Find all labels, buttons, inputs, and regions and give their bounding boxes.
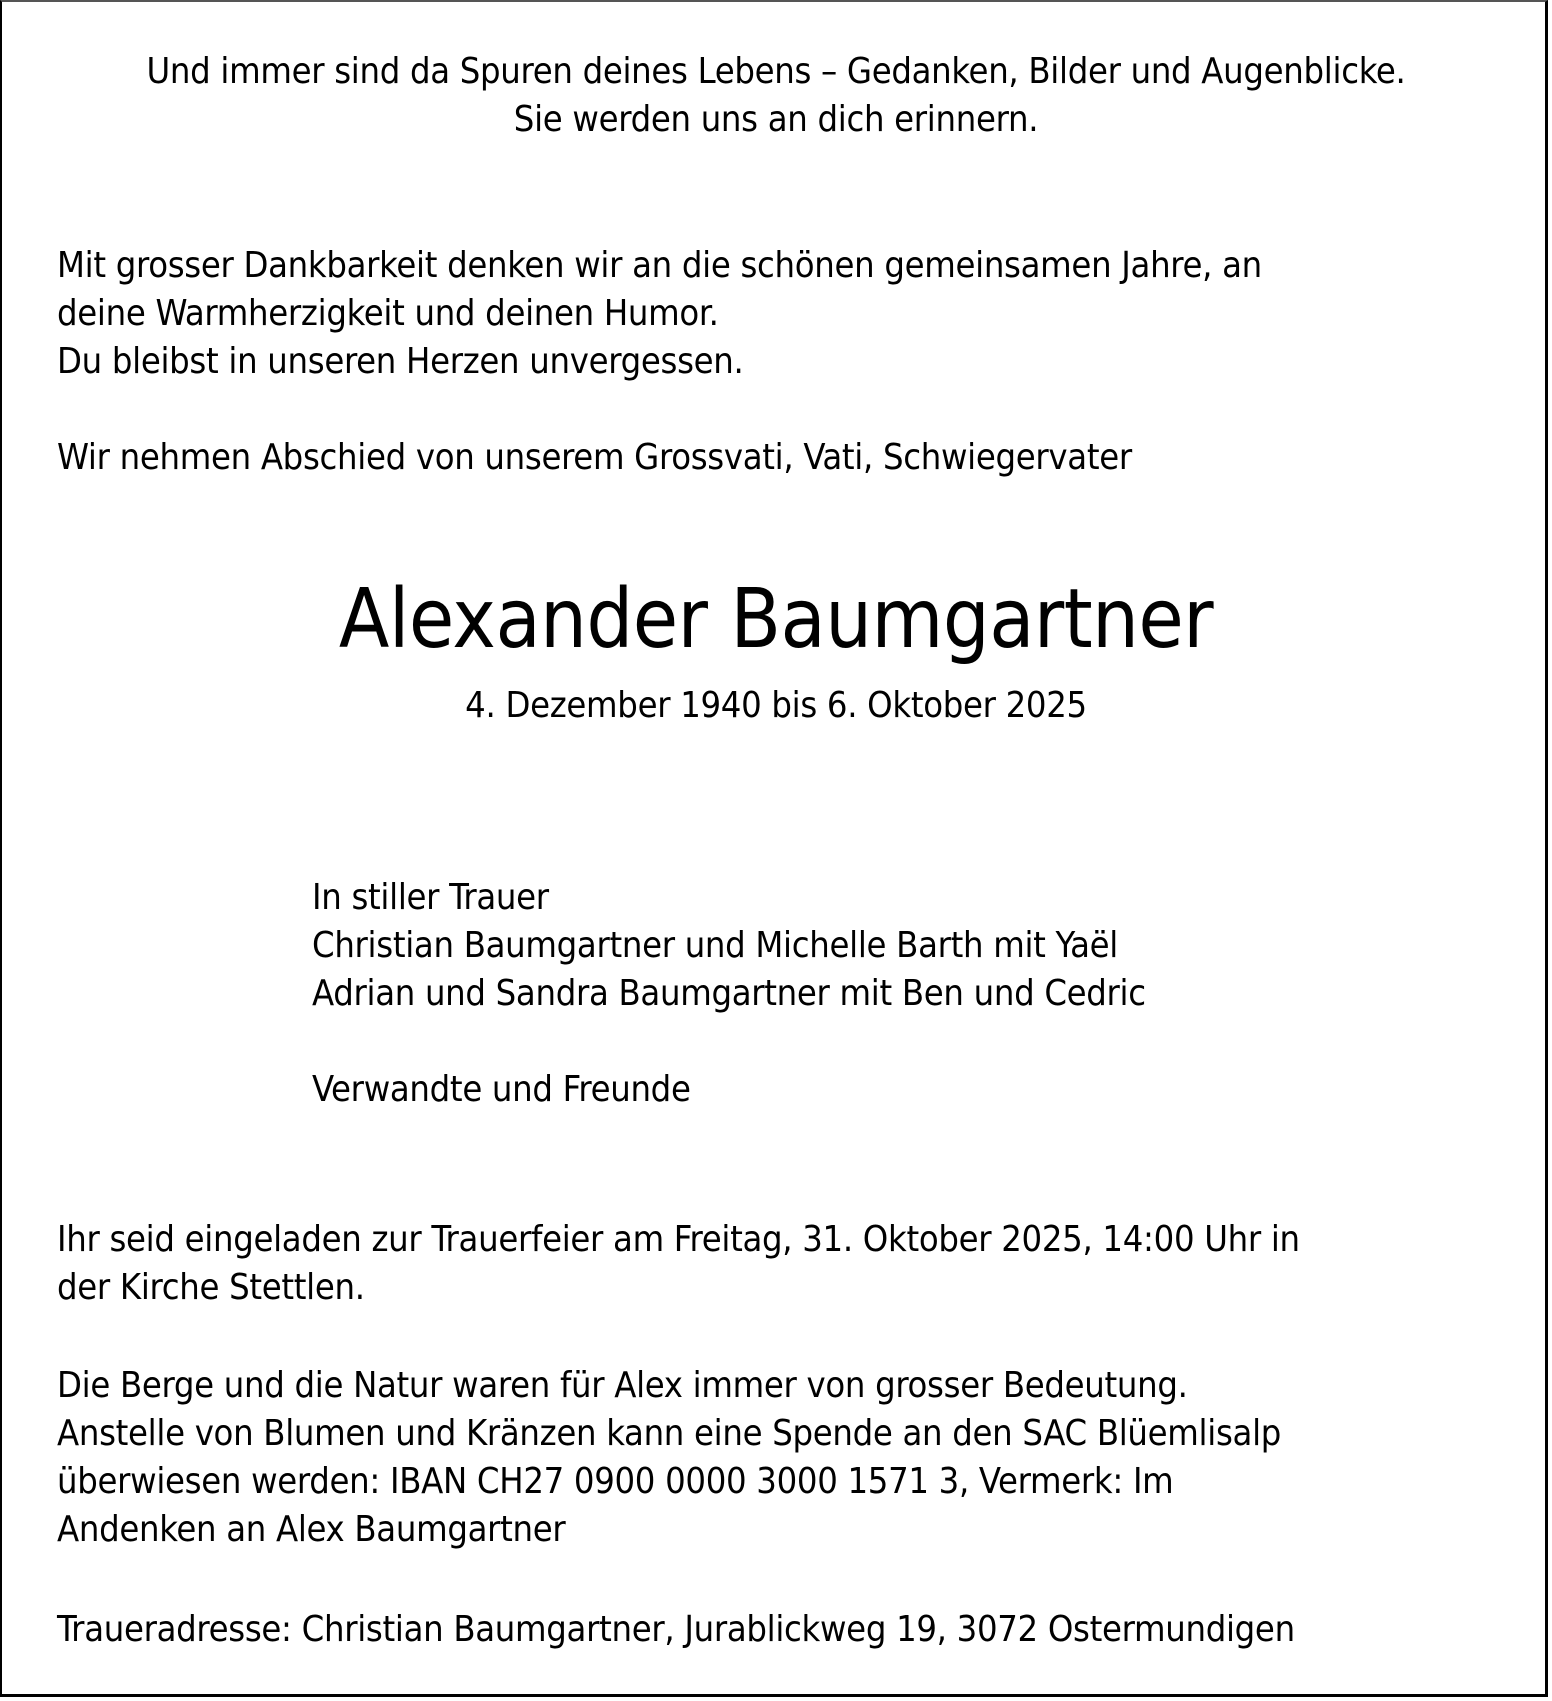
donation-line-2: Anstelle von Blumen und Kränzen kann eine Spende an den SAC Blüemlisalp xyxy=(57,1413,1282,1454)
mourners-family-1: Christian Baumgartner und Michelle Barth mit Yaël xyxy=(312,925,1118,966)
mourners-heading: In stiller Trauer xyxy=(312,877,549,918)
mourners-family-2: Adrian und Sandra Baumgartner mit Ben und Cedric xyxy=(312,973,1146,1014)
mourners-others: Verwandte und Freunde xyxy=(312,1069,691,1110)
farewell-line: Wir nehmen Abschied von unserem Grossvati, Vati, Schwiegervater xyxy=(57,437,1132,478)
motto-line-2: Sie werden uns an dich erinnern. xyxy=(513,99,1039,140)
gratitude-line-1: Mit grosser Dankbarkeit denken wir an die schönen gemeinsamen Jahre, an xyxy=(57,245,1262,286)
mourning-address: Traueradresse: Christian Baumgartner, Jurablickweg 19, 3072 Ostermundigen xyxy=(57,1609,1295,1650)
service-line-1: Ihr seid eingeladen zur Trauerfeier am Freitag, 31. Oktober 2025, 14:00 Uhr in xyxy=(57,1219,1300,1260)
gratitude-line-2: deine Warmherzigkeit und deinen Humor. xyxy=(57,293,719,334)
gratitude-line-3: Du bleibst in unseren Herzen unvergessen. xyxy=(57,341,744,382)
donation-line-3: überwiesen werden: IBAN CH27 0900 0000 3000 1571 3, Vermerk: Im xyxy=(57,1461,1174,1502)
donation-line-1: Die Berge und die Natur waren für Alex immer von grosser Bedeutung. xyxy=(57,1365,1188,1406)
motto-line-1: Und immer sind da Spuren deines Lebens – Gedanken, Bilder und Augenblicke. xyxy=(146,51,1406,92)
life-dates: 4. Dezember 1940 bis 6. Oktober 2025 xyxy=(465,685,1087,726)
service-line-2: der Kirche Stettlen. xyxy=(57,1267,365,1308)
deceased-name: Alexander Baumgartner xyxy=(338,572,1214,667)
donation-line-4: Andenken an Alex Baumgartner xyxy=(57,1509,566,1550)
